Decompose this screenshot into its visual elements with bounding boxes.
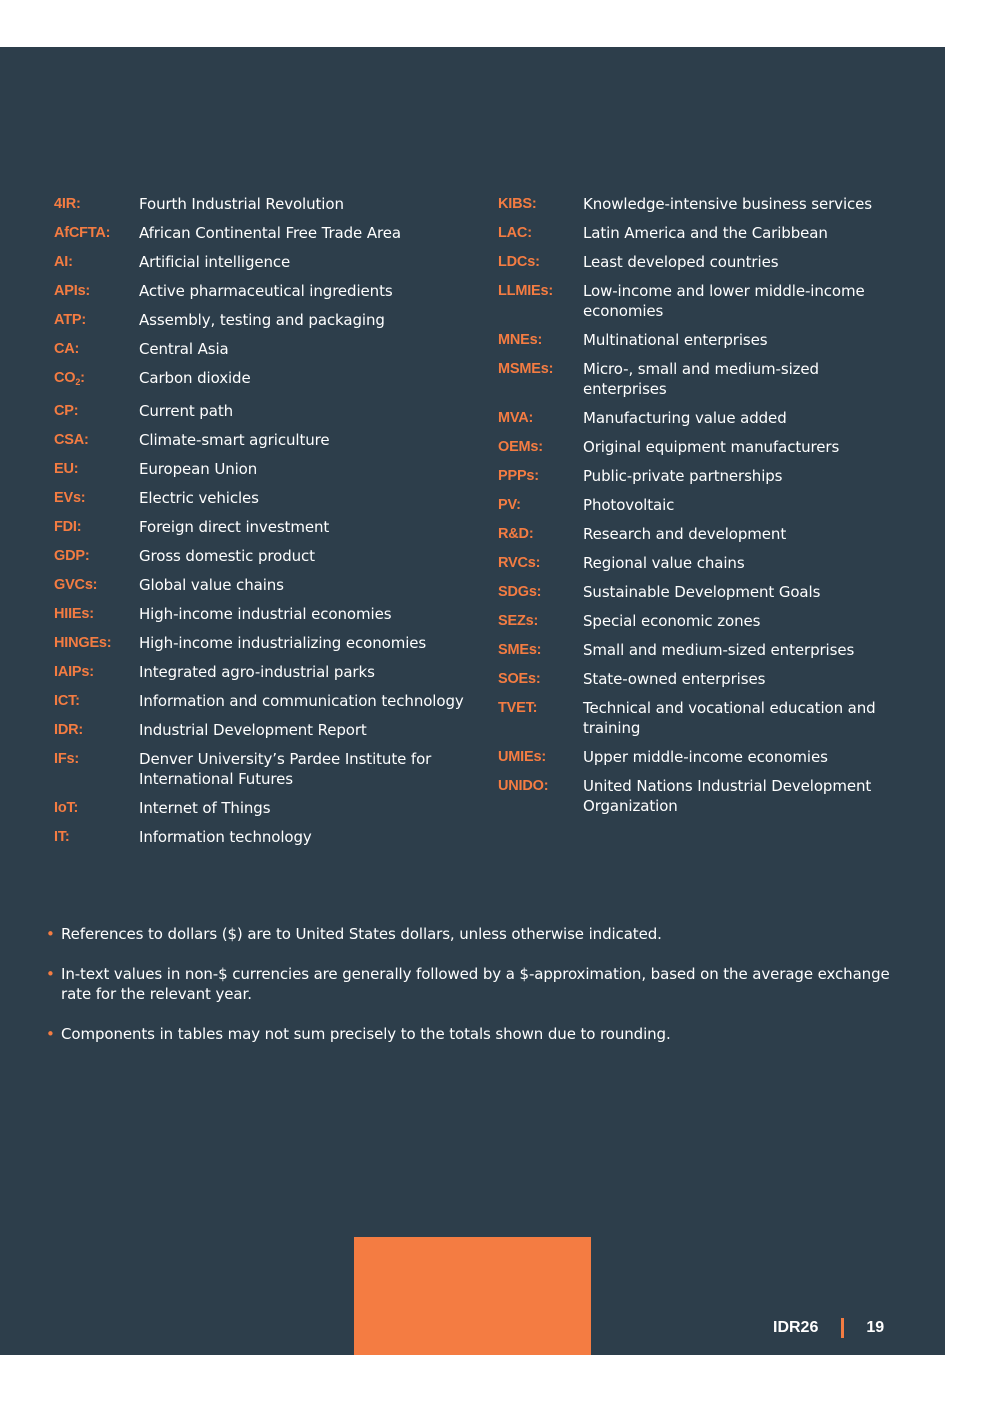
abbreviation-row xyxy=(54,368,474,392)
abbreviation-definition: Integrated agro-industrial parks xyxy=(139,663,375,681)
abbreviation-row xyxy=(498,611,898,631)
note-item xyxy=(46,924,906,944)
abbreviation-definition: Multinational enterprises xyxy=(583,331,768,349)
abbreviation-term: UNIDO: xyxy=(498,778,549,794)
abbreviation-term: CA: xyxy=(54,341,80,357)
abbreviation-term: HIIEs: xyxy=(54,606,94,622)
note-item xyxy=(46,964,906,1004)
abbreviation-definition: Active pharmaceutical ingredients xyxy=(139,282,393,300)
abbreviation-definition: Special economic zones xyxy=(583,612,761,630)
abbreviation-definition: Small and medium-sized enterprises xyxy=(583,641,855,659)
note-text: In-text values in non-$ currencies are generally followed by a $-approximation, based on the average exchange rate for the relevant year. xyxy=(61,965,890,1003)
abbreviation-row xyxy=(54,459,474,479)
abbreviation-definition: Global value chains xyxy=(139,576,284,594)
abbreviation-row xyxy=(54,430,474,450)
abbreviation-definition: Least developed countries xyxy=(583,253,779,271)
bullet-icon: • xyxy=(46,965,55,983)
abbreviation-term: SDGs: xyxy=(498,584,542,600)
abbreviation-definition: Technical and vocational education and training xyxy=(583,699,876,737)
abbreviation-row xyxy=(54,488,474,508)
notes-list xyxy=(46,924,906,1064)
abbreviation-definition: Latin America and the Caribbean xyxy=(583,224,828,242)
abbreviation-term: ATP: xyxy=(54,312,86,328)
bullet-icon: • xyxy=(46,925,55,943)
page-number: 19 xyxy=(866,1319,885,1336)
abbreviation-term: HINGEs: xyxy=(54,635,112,651)
abbreviation-row xyxy=(498,776,898,816)
abbreviation-row xyxy=(498,495,898,515)
abbreviation-definition: Current path xyxy=(139,402,234,420)
abbreviation-term: LAC: xyxy=(498,225,532,241)
abbreviation-row xyxy=(54,252,474,272)
abbreviation-row xyxy=(54,798,474,818)
abbreviation-definition: Carbon dioxide xyxy=(139,369,251,387)
abbreviation-term: MNEs: xyxy=(498,332,543,348)
abbreviation-term: $CO_2$: xyxy=(54,370,85,387)
abbreviation-term: LDCs: xyxy=(498,254,540,270)
abbreviation-row xyxy=(54,546,474,566)
abbreviation-definition: Climate-smart agriculture xyxy=(139,431,330,449)
abbreviation-term: PPPs: xyxy=(498,468,539,484)
abbreviation-definition: Low-income and lower middle-income economies xyxy=(583,282,865,320)
abbreviation-term: SOEs: xyxy=(498,671,541,687)
abbreviation-row xyxy=(498,669,898,689)
abbreviation-term: 4IR: xyxy=(54,196,81,212)
abbreviation-row xyxy=(498,194,898,214)
abbreviation-row xyxy=(54,194,474,214)
abbreviation-row xyxy=(498,330,898,350)
abbreviation-row xyxy=(498,640,898,660)
abbreviation-row xyxy=(498,437,898,457)
abbreviation-row xyxy=(54,223,474,243)
abbreviation-definition: African Continental Free Trade Area xyxy=(139,224,401,242)
abbreviation-term: AI: xyxy=(54,254,73,270)
abbreviation-definition: Photovoltaic xyxy=(583,496,675,514)
abbreviation-definition: United Nations Industrial Development Organization xyxy=(583,777,872,815)
abbreviation-definition: Research and development xyxy=(583,525,787,543)
abbreviation-row xyxy=(54,720,474,740)
note-text: Components in tables may not sum precisely to the totals shown due to rounding. xyxy=(61,1025,671,1043)
abbreviation-definition: Electric vehicles xyxy=(139,489,259,507)
bullet-icon: • xyxy=(46,1025,55,1043)
abbreviation-term: SEZs: xyxy=(498,613,539,629)
abbreviation-term: IAIPs: xyxy=(54,664,94,680)
abbreviation-term: IDR: xyxy=(54,722,84,738)
abbreviation-definition: Internet of Things xyxy=(139,799,271,817)
abbreviation-term: EVs: xyxy=(54,490,86,506)
abbreviation-term: IFs: xyxy=(54,751,79,767)
abbreviation-definition: Industrial Development Report xyxy=(139,721,367,739)
abbreviation-term: IoT: xyxy=(54,800,79,816)
abbreviation-definition: Denver University’s Pardee Institute for International Futures xyxy=(139,750,432,788)
abbreviation-row xyxy=(54,575,474,595)
abbreviation-definition: Assembly, testing and packaging xyxy=(139,311,385,329)
abbreviation-row xyxy=(54,662,474,682)
abbreviation-term: SMEs: xyxy=(498,642,542,658)
decorative-orange-block xyxy=(354,1237,591,1355)
abbreviation-term: UMIEs: xyxy=(498,749,546,765)
abbreviation-term: CP: xyxy=(54,403,79,419)
abbreviation-definition: European Union xyxy=(139,460,258,478)
abbreviation-row xyxy=(54,401,474,421)
abbreviation-row xyxy=(54,310,474,330)
abbreviation-row xyxy=(498,223,898,243)
abbreviations-right-column xyxy=(498,194,898,825)
abbreviation-row xyxy=(498,582,898,602)
abbreviation-row xyxy=(498,252,898,272)
abbreviation-term: TVET: xyxy=(498,700,538,716)
abbreviation-definition: Foreign direct investment xyxy=(139,518,330,536)
abbreviation-term: FDI: xyxy=(54,519,82,535)
abbreviation-term: ICT: xyxy=(54,693,80,709)
abbreviation-term: GVCs: xyxy=(54,577,98,593)
abbreviation-row xyxy=(54,604,474,624)
abbreviation-definition: High-income industrial economies xyxy=(139,605,392,623)
abbreviation-term: RVCs: xyxy=(498,555,541,571)
abbreviation-row xyxy=(54,281,474,301)
abbreviation-row xyxy=(54,633,474,653)
abbreviation-row xyxy=(498,524,898,544)
abbreviation-term: R&D: xyxy=(498,526,534,542)
abbreviation-definition: Central Asia xyxy=(139,340,229,358)
abbreviation-term: MSMEs: xyxy=(498,361,554,377)
abbreviation-row xyxy=(54,691,474,711)
abbreviation-term: APIs: xyxy=(54,283,91,299)
abbreviation-row xyxy=(498,359,898,399)
abbreviation-row xyxy=(54,517,474,537)
abbreviation-term: IT: xyxy=(54,829,70,845)
page-footer xyxy=(773,1316,884,1340)
footer-separator xyxy=(841,1318,844,1338)
abbreviation-definition: Fourth Industrial Revolution xyxy=(139,195,344,213)
note-item xyxy=(46,1024,906,1044)
abbreviation-row xyxy=(54,827,474,847)
abbreviation-definition: Sustainable Development Goals xyxy=(583,583,821,601)
abbreviation-term: GDP: xyxy=(54,548,90,564)
abbreviation-definition: High-income industrializing economies xyxy=(139,634,427,652)
abbreviation-row xyxy=(498,698,898,738)
abbreviation-term: PV: xyxy=(498,497,521,513)
abbreviation-term: MVA: xyxy=(498,410,534,426)
abbreviation-row xyxy=(498,747,898,767)
abbreviation-term: LLMIEs: xyxy=(498,283,553,299)
abbreviation-row xyxy=(54,339,474,359)
abbreviation-term: KIBS: xyxy=(498,196,537,212)
abbreviation-definition: Public-private partnerships xyxy=(583,467,783,485)
abbreviation-definition: Micro-, small and medium-sized enterprises xyxy=(583,360,819,398)
abbreviations-left-column xyxy=(54,194,474,856)
abbreviation-term: AfCFTA: xyxy=(54,225,111,241)
abbreviation-row xyxy=(498,466,898,486)
abbreviation-term: EU: xyxy=(54,461,79,477)
abbreviation-term: OEMs: xyxy=(498,439,543,455)
abbreviation-definition: Information technology xyxy=(139,828,312,846)
abbreviation-term: CSA: xyxy=(54,432,89,448)
abbreviation-definition: Gross domestic product xyxy=(139,547,315,565)
abbreviation-row xyxy=(498,281,898,321)
abbreviation-definition: Artificial intelligence xyxy=(139,253,291,271)
abbreviation-definition: Upper middle-income economies xyxy=(583,748,828,766)
abbreviation-definition: State-owned enterprises xyxy=(583,670,766,688)
abbreviation-row xyxy=(54,749,474,789)
abbreviation-definition: Regional value chains xyxy=(583,554,745,572)
abbreviation-definition: Information and communication technology xyxy=(139,692,464,710)
report-label: IDR26 xyxy=(773,1319,819,1336)
abbreviation-definition: Manufacturing value added xyxy=(583,409,787,427)
abbreviation-row xyxy=(498,408,898,428)
abbreviation-definition: Knowledge-intensive business services xyxy=(583,195,873,213)
abbreviation-row xyxy=(498,553,898,573)
note-text: References to dollars ($) are to United States dollars, unless otherwise indicated. xyxy=(61,925,662,943)
abbreviation-definition: Original equipment manufacturers xyxy=(583,438,840,456)
